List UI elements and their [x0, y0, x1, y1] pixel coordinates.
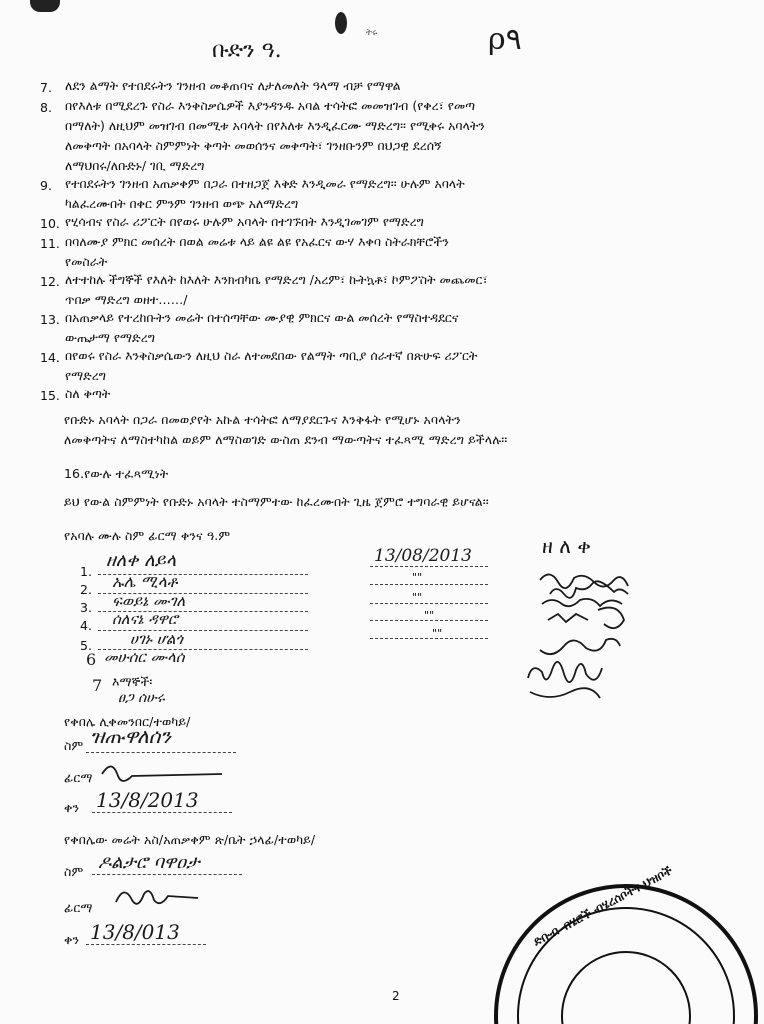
dotted-line — [370, 620, 488, 621]
members-heading: የአባሉ ሙሉ ስም ፊርማ ቀንና ዓ.ም — [64, 528, 231, 543]
ink-blot — [335, 12, 347, 34]
dotted-line — [370, 603, 488, 604]
member-number: 2. — [80, 582, 93, 597]
receiver-heading: የቀበሌ ሊቀመንበር/ተወካይ/ — [64, 714, 191, 729]
member-number: 3. — [80, 600, 93, 615]
member-date: "" — [412, 571, 423, 584]
member-name: ዘለቀ ለይላ — [106, 550, 177, 571]
validity-text: ይህ የውል ስምምነት የቡድኑ አባላት ተስማምተው ከፈረሙበት ጊዜ ጀምሮ ተግባራዊ ይሆናል፡፡ — [64, 494, 489, 509]
header-small-mark: ትሩ — [366, 28, 378, 38]
member-name: ሀገኑ ሆልጎ — [130, 630, 183, 648]
penalty-paragraph-line: ለመቅጣትና ለማስተካከል ወይም ለማስወገድ ውስጠ ደንብ ማውጣትና ተፈጻሚ ማድረግ ይችላሉ፡፡ — [64, 432, 508, 447]
member-date: "" — [424, 609, 435, 622]
member-date: "" — [432, 627, 443, 640]
member-signatures — [520, 560, 670, 730]
dotted-line — [370, 638, 488, 639]
member-number: 1. — [80, 564, 93, 579]
document-page: ቡድን ዓ. ትሩ ρ۹ 7. ለደን ልማት የተበደሩትን ገንዘብ መቆጠባና ለታለመለት ዓላማ ብቻ የማዋል 8. በየእለቱ በሚደረጉ የስራ እንቅስቃሴዎች እያንዳንዱ አባል ተሳትፎ መመዝገብ (የቀረ፣ የመጣ በማለት) ለዚህም መዝገብ በመሚቱ አባላት በየእለቱ እንዲፈርሙ ማድረግ፡፡ የሚቀሩ አባላትን ለመቅጣት በአባላት ስምምነት ቅጣት መወሰንና መቅጣት፣ ገንዘቡንም በህጋዊ ደረሰኝ ለማህበሩ/ለቡድኑ/ ገቢ ማድረግ 9. የተበደሩትን ገንዘብ አጠቃቀም በጋራ በተዘጋጀ እቅድ እንዲመራ የማድረግ፡፡ ሁሉም አባላት ካልፈረሙበት በቀር ምንም ገንዘብ ወጭ አለማድረግ 10. የሂሳብና የስራ ሪፖርት በየወሩ ሁሉም አባላት በተገኙበት እንዲገመገም የማድረግ 11. በባለሙያ ምክር መሰረት በወል መሬቱ ላይ ልዩ ልዩ የአፈርና ውሃ እቀባ ስትራክቸሮችን የመስራት 12. ለተተከሉ ችግኞች የእለት ከእለት እንክብካቤ የማድረግ /አረም፣ ኩትኳቶ፣ ኮምፖስት መጨመር፣ ጥበቃ ማድረግ ወዘተ……/ 13. በአጠቃላይ የተረከቡትን መሬት በተሰጣቸው ሙያዊ ምክርና ውል መሰረት የማስተዳደርና ውጤታማ የማድረግ 14. በየወሩ የስራ እንቅስቃሴውን ለዚህ ስራ ለተመደበው የልማት ጣቢያ ሰራተኛ በጽሁፍ ሪፖርት የማድረግ 15. ስለ ቅጣት የቡድኑ አባላት በጋራ በመወያየት አኩል ተሳትፎ ለማያደርጉና እንቅፋት የሚሆኑ አባላትን ለመቅጣትና ለማስተካከል ወይም ለማስወገድ ውስጠ ደንብ ማውጣትና ተፈጻሚ ማድረግ ይችላሉ፡፡ 16.የውሉ ተፈጻሚነት ይህ የውል ስምምነት የቡድኑ አባላት ተስማምተው ከፈረሙበት ጊዜ ጀምሮ ተግባራዊ ይሆናል፡፡ የአባሉ ሙሉ ስም ፊርማ ቀንና ዓ.ም 1. ዘለቀ ለይላ 2. ኡሌ ሚላቶ 3. ፍወይኔ ሙገለ 4. ሰለናኔ ዳዋሮ 5. ሀገኑ ሆልጎ 6 መሁሰር ሙላሰ 7 እማኞች፡ ፀጋ ሰሁሩ 13/08/2013 "" "" "" "" ዘ ለ ቀ የቀበሌ ሊቀመንበር/ተወካይ/ ስም ዝጡዋለሰን ፊርማ ቀን 13/8/2013 የቀበሌው መሬት አስ/አጠቃቀም ጽ/ቤት ኃላፊ/ተወካይ/ ስም ዶልታሮ ባዋዐታ ፊርማ ቀን 13/8/013 2 ድቡብ ብሄሮች ብሄረሰቦችና ህዝቦች — [0, 0, 764, 1024]
member-number: 5. — [80, 638, 93, 653]
member-name: ኡሌ ሚላቶ — [112, 572, 178, 591]
stamp-text: ድቡብ ብሄሮች ብሄረሰቦችና ህዝቦች — [530, 863, 675, 949]
landuse-date-value: 13/8/013 — [90, 920, 180, 944]
member-name: መሁሰር ሙላሰ — [104, 648, 185, 666]
dotted-line — [92, 812, 232, 813]
header-left-handwriting: ቡድን ዓ. — [212, 38, 282, 63]
witness-name: ፀጋ ሰሁሩ — [118, 690, 165, 706]
member-name: ሰለናኔ ዳዋሮ — [112, 610, 178, 628]
penalty-paragraph-line: የቡድኑ አባላት በጋራ በመወያየት አኩል ተሳትፎ ለማያደርጉና እንቅፋት የሚሆኑ አባላትን — [64, 412, 461, 427]
dotted-line — [92, 874, 242, 875]
member-number: 4. — [80, 618, 93, 633]
receiver-name-label: ስም — [64, 738, 84, 753]
receiver-signature — [94, 756, 224, 786]
receiver-name-value: ዝጡዋለሰን — [90, 724, 171, 748]
dotted-line — [370, 584, 488, 585]
landuse-name-value: ዶልታሮ ባዋዐታ — [98, 852, 200, 873]
dotted-line — [86, 944, 206, 945]
official-stamp — [496, 863, 764, 1024]
landuse-heading: የቀበሌው መሬት አስ/አጠቃቀም ጽ/ቤት ኃላፊ/ተወካይ/ — [64, 832, 316, 847]
receiver-sign-label: ፊርማ — [64, 770, 93, 785]
witness-label: እማኞች፡ — [112, 674, 153, 689]
dotted-line — [370, 566, 488, 567]
landuse-signature — [110, 884, 210, 912]
member-name: ፍወይኔ ሙገለ — [112, 592, 186, 610]
ink-blot — [30, 0, 60, 12]
receiver-date-value: 13/8/2013 — [96, 788, 199, 812]
receiver-date-label: ቀን — [64, 800, 80, 815]
dotted-line — [86, 752, 236, 753]
member-date: 13/08/2013 — [374, 546, 472, 566]
member-date: "" — [412, 591, 423, 604]
landuse-name-label: ስም — [64, 864, 84, 879]
header-right-handwriting: ρ۹ — [488, 22, 522, 57]
member-number: 6 — [86, 650, 97, 669]
page-number: 2 — [392, 989, 400, 1003]
validity-heading: 16.የውሉ ተፈጻሚነት — [64, 466, 169, 481]
landuse-date-label: ቀን — [64, 932, 80, 947]
signature-column-top: ዘ ለ ቀ — [542, 534, 591, 558]
witness-number: 7 — [92, 676, 103, 695]
landuse-sign-label: ፊርማ — [64, 900, 93, 915]
